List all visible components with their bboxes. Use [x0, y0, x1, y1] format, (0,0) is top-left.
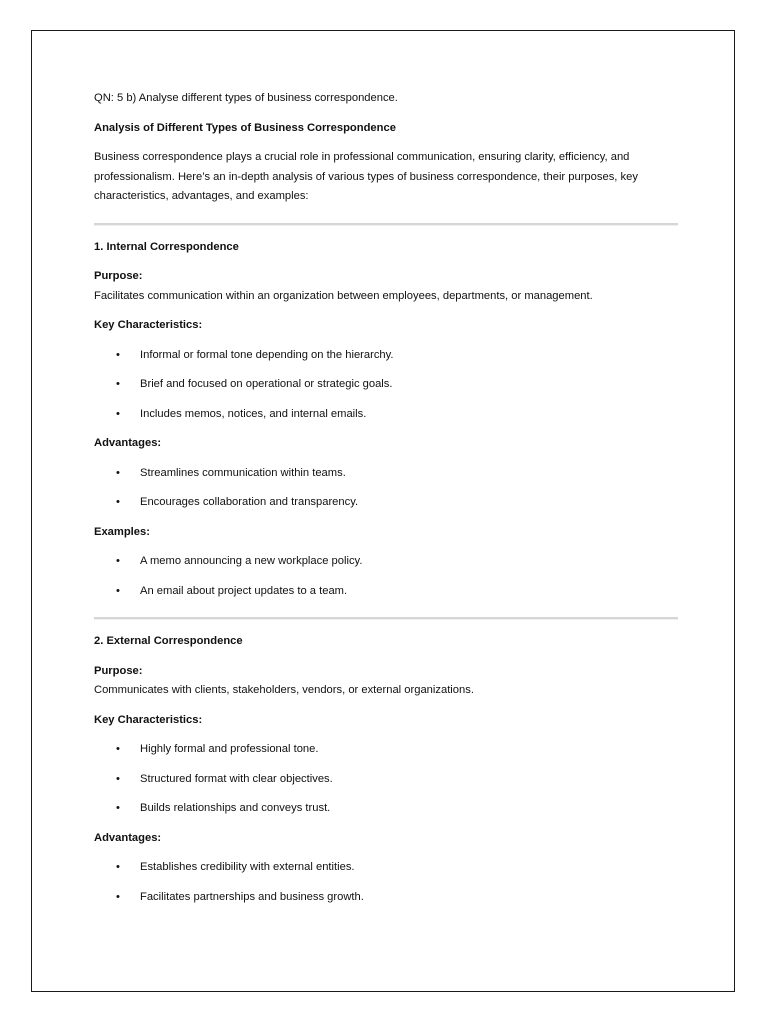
list-item-text: Informal or formal tone depending on the hierarchy. — [140, 348, 394, 361]
purpose-block — [94, 267, 678, 306]
purpose-block — [94, 662, 678, 701]
list-item-text: Brief and focused on operational or strategic goals. — [140, 378, 393, 390]
list-item — [94, 858, 678, 878]
bullet-icon: • — [116, 466, 120, 479]
list-item — [94, 375, 678, 395]
key-characteristics-label: Key Characteristics: — [94, 713, 203, 726]
advantages-list — [94, 858, 678, 907]
list-item — [94, 770, 678, 790]
bullet-icon: • — [116, 348, 120, 361]
list-item — [94, 552, 678, 572]
section-title: 2. External Correspondence — [94, 635, 243, 647]
examples-list — [94, 552, 678, 601]
section-internal-correspondence — [94, 238, 678, 602]
list-item — [94, 888, 678, 908]
bullet-icon: • — [116, 743, 120, 755]
purpose-text: Communicates with clients, stakeholders, vendors, or external organizations. — [94, 684, 474, 696]
list-item-text: Includes memos, notices, and internal emails. — [140, 407, 367, 420]
key-characteristics-list — [94, 346, 678, 425]
bullet-icon: • — [116, 772, 120, 785]
advantages-label: Advantages: — [94, 831, 162, 844]
advantages-list — [94, 464, 678, 513]
list-item-text: Structured format with clear objectives. — [140, 772, 333, 785]
list-item-text: Encourages collaboration and transparency. — [140, 496, 359, 508]
list-item — [94, 493, 678, 513]
section-title: 1. Internal Correspondence — [94, 240, 239, 253]
section-divider — [94, 617, 678, 620]
list-item — [94, 405, 678, 425]
question-line: QN: 5 b) Analyse different types of business correspondence. — [94, 92, 398, 104]
bullet-icon: • — [116, 555, 120, 567]
list-item-text: Highly formal and professional tone. — [140, 743, 319, 755]
document-heading: Analysis of Different Types of Business Correspondence — [94, 121, 396, 134]
list-item — [94, 346, 678, 366]
list-item-text: A memo announcing a new workplace policy. — [140, 555, 363, 567]
bullet-icon: • — [116, 378, 120, 390]
list-item-text: Builds relationships and conveys trust. — [140, 802, 331, 814]
examples-label: Examples: — [94, 525, 150, 538]
intro-paragraph: Business correspondence plays a crucial role in professional communication, ensuring clarity, efficiency, and professionalism. Here’s an in-depth analysis of various types of business correspondence, their purposes, key characteristics, advantages, and examples: — [94, 151, 638, 202]
purpose-label: Purpose: — [94, 270, 143, 282]
list-item-text: Streamlines communication within teams. — [140, 466, 346, 479]
bullet-icon: • — [116, 584, 120, 597]
bullet-icon: • — [116, 802, 120, 814]
purpose-label: Purpose: — [94, 664, 143, 677]
bullet-icon: • — [116, 407, 120, 420]
purpose-text: Facilitates communication within an organization between employees, departments, or management. — [94, 289, 593, 302]
list-item-text: An email about project updates to a team. — [140, 584, 348, 597]
document-page — [31, 30, 735, 992]
section-external-correspondence — [94, 632, 678, 907]
list-item — [94, 582, 678, 602]
bullet-icon: • — [116, 890, 120, 903]
list-item — [94, 464, 678, 484]
list-item-text: Facilitates partnerships and business growth. — [140, 890, 364, 903]
advantages-label: Advantages: — [94, 437, 162, 449]
key-characteristics-list — [94, 740, 678, 819]
list-item — [94, 740, 678, 760]
key-characteristics-label: Key Characteristics: — [94, 319, 203, 331]
section-divider — [94, 223, 678, 226]
list-item-text: Establishes credibility with external entities. — [140, 861, 355, 873]
document-content — [94, 89, 678, 917]
bullet-icon: • — [116, 861, 120, 873]
bullet-icon: • — [116, 496, 120, 508]
list-item — [94, 799, 678, 819]
